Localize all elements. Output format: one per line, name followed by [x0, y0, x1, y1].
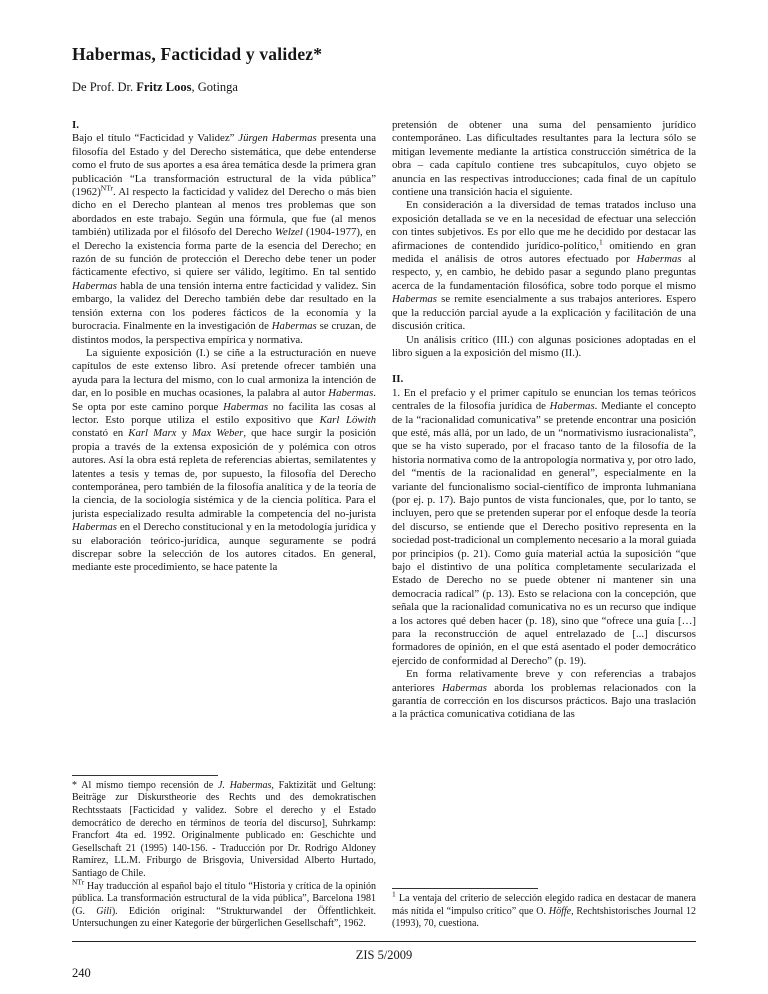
section-heading-2: II.: [392, 373, 404, 386]
paragraph: En consideración a la diversidad de temas tratados incluso una exposición detallada se ve en la necesidad de efectuar una selección con tintes subjetivos. Es por ello que me he decidido por destacar las afirmaciones de contendido jurídico-político,$^1$ omitiendo en gran medida el análisis de otros autores efectuado por Habermas al respecto, y, en cambio, he debido pasar a segundo plano preguntas acerca de la fundamentación filosófica, sobre todo porque el mismo Habermas se remite esencialmente a sus trabajos anteriores. Espero que la reducción parcial ayude a la explicación y facilitación de una discusión crítica.: [392, 199, 696, 333]
footer-rule: [72, 941, 696, 942]
footnote-1: $^1$ La ventaja del criterio de selección elegido radica en destacar de manera más nítida el “impulso crítico” que O. Höffe, Rechtshistorisches Journal 12 (1993), 70, cuestiona.: [392, 889, 696, 930]
left-column: [72, 119, 376, 931]
footnote-separator: [392, 880, 538, 889]
author-suffix: , Gotinga: [191, 80, 238, 94]
two-column-layout: [72, 119, 696, 931]
paragraph: La siguiente exposición (I.) se ciñe a la estructuración en nueve capítulos de este extenso libro. Así pretende ofrecer también una ayuda para la lectura del mismo, con lo cual armoniza la intención de dar, en lo posible en muchas ocasiones, la palabra al autor Habermas. Se opta por este camino porque Habermas no facilita las cosas al lector. Esto porque utiliza el estilo expositivo que Karl Löwith constató en Karl Marx y Max Weber, que hace surgir la posición propia a través de la extensa exposición de y polémica con otros autores. Así la obra está repleta de referencias abiertas, semilatentes y latentes a tesis y temas de, por supuesto, la filosofía del Derecho contemporánea, pero también de la filosofía analítica y de la teoría de la ciencia, de la sociología sistémica y de la ciencia política. Para el jurista especializado resulta admirable la competencia del no-jurista Habermas en el Derecho constitucional y en la metodología jurídica y su elaboración teórico-jurídica, aunque seguramente se podrá discrepar sobre la selección de los autores citados. En general, mediante este procedimiento, se hace patente la: [72, 346, 377, 574]
journal-reference: ZIS 5/2009: [355, 948, 413, 962]
page-footer: [72, 941, 696, 981]
paragraph: pretensión de obtener una suma del pensamiento jurídico contemporáneo. Las dificultades resultantes para la lectura sólo se mitigan levemente mediante la artística construcción simétrica de la obra – cada capítulo contiene tres subcapítulos, cuyo objeto se anuncia en las respectivas introducciones; cada final de un capítulo contiene una transición hacia el siguiente.: [392, 119, 696, 199]
footnote-translator-note: $^{NTr}$ Hay traducción al español bajo el título “Historia y crítica de la opinión pública. La transformación estructural de la vida pública”, Barcelona 1981 (G. Gili). Edición original: “Strukturwandel der Öffentlichkeit. Untersuchungen zu einer Kategorie der bürgerlichen Gesellschaft”, 1962.: [72, 877, 376, 930]
paragraph: En forma relativamente breve y con referencias a trabajos anteriores Habermas aborda los problemas relacionados con la garantía de corrección en los discursos prácticos. Bajo una traslación a la práctica comunicativa cotidiana de las: [392, 668, 696, 721]
paper-title: Habermas, Facticidad y validez*: [72, 44, 323, 64]
page-number: 240: [72, 966, 91, 980]
footnote-separator: [72, 767, 218, 776]
author-prefix: De Prof. Dr.: [72, 80, 137, 94]
paragraph: 1. En el prefacio y el primer capítulo se enuncian los temas teóricos centrales de la filosofía jurídica de Habermas. Mediante el concepto de la “racionalidad comunicativa” se pretende encontrar una posición que esté, más allá, por un lado, de un “normativismo iusracionalista”, que se ha visto superado, por el fracaso tanto de la filosofía de la historia normativa como de la antropología normativa y, por otro lado, del “mentís de la racionalidad en general”, especialmente en la variante del funcionalismo social-científico de impronta luhmaniana (por ej. p. 17). Bajo puntos de vista funcionales, que, por lo tanto, se incluyen, pero que se pretenden superar por el enfoque desde la teoría del discurso, se entiende que el Derecho positivo representa en la sociedad post-tradicional un complemento necesario a la moral guiada por principios (p. 21). Como guía material actúa la suposición “que bajo el distintivo de una política completamente secularizada el Estado de Derecho no se puede obtener ni mantener sin una democracia radical” (p. 13). Esto se relaciona con la concepción, que señala que la racionalidad comunicativa no es un recurso que indique a los actores qué deben hacer (p. 18), sino que “ofrece una guía […] para la reconstrucción de aquel entrelazado de [...] discursos formadores de opinión, en el que está asentado el poder democrático ejercido de conformidad al Derecho” (p. 19).: [392, 386, 696, 667]
right-column: [392, 119, 696, 931]
author-name: Fritz Loos: [136, 80, 192, 94]
paragraph: Un análisis crítico (III.) con algunas posiciones adoptadas en el libro siguen a la exposición del mismo (II.).: [392, 333, 696, 359]
author-line: [72, 80, 696, 95]
footnote-asterisk: * Al mismo tiempo recensión de J. Habermas, Faktizität und Geltung: Beiträge zur Diskurstheorie des Rechts und des demokratischen Rechtsstaats [Facticidad y validez. Sobre el derecho y el Estado democrático de derecho en términos de teoría del discurso], Suhrkamp: Francfort 4ta ed. 1992. Originalmente publicado en: Geschichte und Gesellschaft 21 (1995) 140-156. - Traducción por Dr. Rodrigo Aldoney Ramírez, LL.M. Friburgo de Brisgovia, Universidad Alberto Hurtado, Santiago de Chile.: [72, 779, 377, 880]
paragraph: Bajo el título “Facticidad y Validez” Jürgen Habermas presenta una filosofía del Estado y del Derecho sistemática, que debe entenderse como el fruto de sus aportes a esa área temática desde la primera gran publicación “La transformación estructural de la vida pública” $(1962)^{NTr}$. Al respecto la facticidad y validez del Derecho o más bien dicho en el Derecho plantean al menos tres problemas que son abordados en este trabajo. Según una fórmula, que fue (al menos también) utilizada por el filósofo del Derecho Welzel (1904-1977), en el Derecho la existencia forma parte de la esencia del Derecho; en razón de su función de protección el Derecho debe tener un poder fácticamente efectivo, si quiere ser válido, legítimo. En tal sentido Habermas habla de una tensión interna entre facticidad y validez. Sin embargo, la validez del Derecho también debe dar resultado en la tensión externa con los poderes fácticos de la economía y la burocracia. Finalmente en la investigación de Habermas se cruzan, de distintos modos, la perspectiva empírica y normativa.: [72, 132, 376, 346]
section-heading-1: I.: [72, 119, 80, 131]
